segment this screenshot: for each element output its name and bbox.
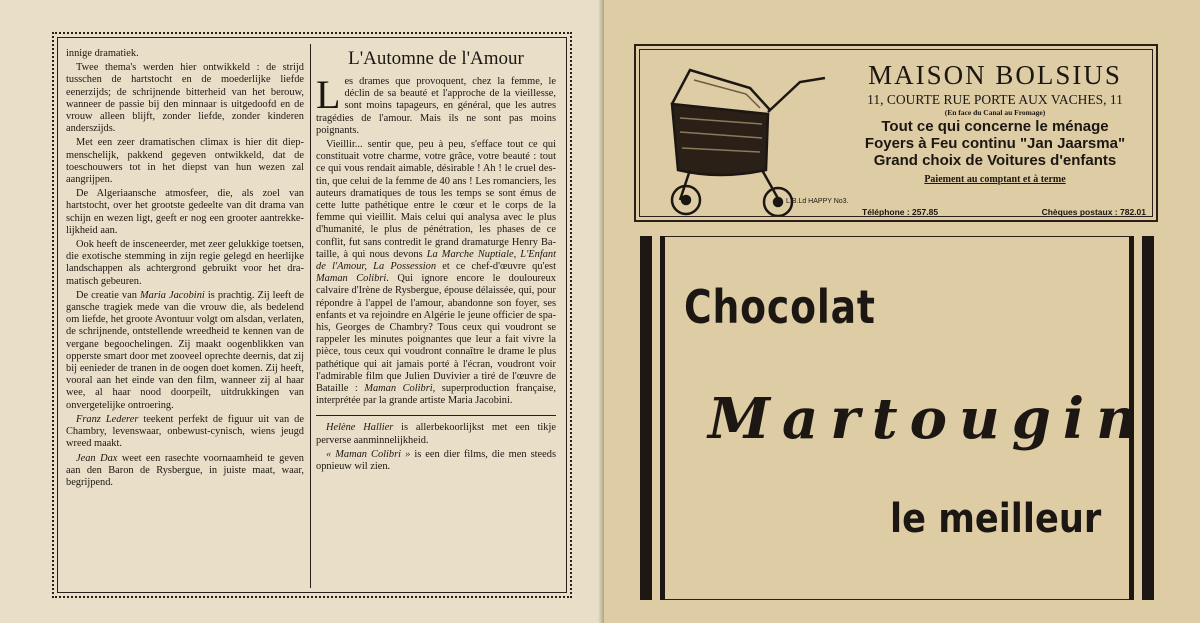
- text: is allerbekoorlijkst met een tikje perverse aanminnelijkheid.: [316, 422, 556, 446]
- chocolate-heading: Chocolat: [684, 280, 876, 334]
- chocolate-advertisement: [640, 236, 1154, 600]
- company-address: 11, COURTE RUE PORTE AUX VACHES, 11: [867, 92, 1123, 107]
- border-line: [665, 599, 1129, 600]
- paragraph-main: [316, 139, 556, 407]
- ad-text-block: [834, 60, 1156, 187]
- paragraph: Twee thema's werden hier ontwikkeld : de strijd tusschen de hartstocht en de moederlijke liefde eenerzijds; de schrijnende bitterheid van het berouw, wanneer de passie bij den minnaar is uitgedoofd en de vrouw alleen blijft, zonder liefde, zonder kinderen anderszijds.: [66, 62, 304, 135]
- payment-terms: Paiement au comptant et à terme: [924, 174, 1066, 185]
- article-title: L'Automne de l'Amour: [348, 48, 524, 69]
- text: is prachtig. Zij leeft de gansche tragiek mede van die vrouw die, als bedelend om liefde, het groote Avontuur volgt om alsdan, verlaten, de schrijnende, ontstellende wreedheid te kennen van de vergane begoochelingen. Zij maakt oogenblikken van opperste smart door met zooveel oprechte deernis, dat zij bij eenieder de tranen in de oogen doet komen. Zij heeft, vooral aan het einde van den film, wanneer zij al haar wee, al haar nood doorpeilt, uitdrukkingen van onvergetelijke ontroering.: [66, 289, 305, 411]
- text: is een dier films, die men steeds opnieuw wil zien.: [316, 448, 556, 473]
- paragraph: Met een zeer dramatischen climax is hier dit diep-menschelijk, pakkend gegeven ontwikkeld, dat de toeschouwers tot in het diepst van hun wezen zal aangrijpen.: [66, 137, 304, 186]
- dutch-column: [66, 48, 304, 491]
- paragraph: innige dramatiek.: [66, 48, 139, 59]
- drop-cap: L: [316, 72, 341, 117]
- text: Vieillir... sentir que, peu à peu, s'efface tout ce qui constituait votre charme, votre grâce, votre beauté : tout ce qui vous rendait aimable, désirable ! Ah ! le cruel destin, que celui de la femme de 40 ans ! Les romanciers, les auteurs dramatiques de tous les temps se sont émus de cette lutte pathétique entre le cœur et le corps de la femme qui vieillit. Mais celui qui analysa avec le plus d'humanité, le plus de pénétration, les phases de ce conflit, fut sans contredit le grand dramaturge Henry Bataille, à qui nous devons: [316, 139, 556, 260]
- paragraph-hallier: [316, 422, 556, 446]
- telephone-number: Téléphone : 257.85: [862, 207, 939, 217]
- ad-line: Foyers à Feu continu "Jan Jaarsma": [864, 135, 1126, 152]
- right-page: [604, 0, 1200, 623]
- ad-line: Grand choix de Voitures d'enfants: [873, 152, 1117, 169]
- chocolate-brand: Martougin: [708, 386, 1149, 452]
- works-titles: La Marche Nuptiale, L'Enfant de l'Amour, La Possession: [316, 248, 556, 273]
- ad-line: Tout ce qui concerne le ménage: [881, 118, 1109, 135]
- column-divider: [310, 44, 311, 588]
- address-note: (En face du Canal au Fromage): [944, 108, 1046, 117]
- pram-model-label: L.B.Ld HAPPY No3.: [786, 198, 849, 205]
- postal-cheques: Chèques postaux : 782.01: [1041, 207, 1146, 217]
- text: et ce chef-d'œuvre qu'est: [436, 261, 556, 273]
- film-title: Maman Colibri: [364, 383, 433, 395]
- work-title: Maman Colibri: [316, 273, 387, 285]
- paragraph-dax: [66, 453, 304, 490]
- text: es drames que provoquent, chez la femme, le déclin de sa beauté et l'approche de la vieillesse, sont moins tapageurs, en général, que les autres tragédies de l'amour. Mais ils ne sont pas moins poignants.: [316, 76, 556, 136]
- baby-carriage-illustration: [650, 52, 840, 216]
- actor-name: Jean Dax: [76, 452, 118, 464]
- article-frame: [52, 32, 572, 598]
- border-line: [665, 236, 1129, 237]
- bolsius-advertisement: [634, 44, 1158, 222]
- actress-name: Helène Hallier: [326, 422, 394, 434]
- text: weet een rasechte voornaamheid te geven aan den Baron de Rysbergue, in juiste maat, waar, begrijpend.: [66, 452, 304, 488]
- paragraph-lederer: [66, 414, 304, 451]
- chocolate-slogan: le meilleur: [890, 496, 1102, 542]
- paragraph: De Algeriaansche atmosfeer, die, als zoel van hartstocht, over het grootste gedeelte van dit drama van schijn en wezen ligt, geeft er nog een grooter aantrekkelijkheid aan.: [66, 188, 304, 236]
- paragraph: Ook heeft de insceneerder, met zeer gelukkige toetsen, die exotische stemming in zijn regie gelegd en heerlijke landschappen als achtergrond gebruikt voor het dramatisch gebeuren.: [66, 239, 304, 287]
- film-title: « Maman Colibri »: [326, 448, 411, 460]
- border-bar: [660, 236, 665, 600]
- separator: [316, 415, 556, 416]
- text: De creatie van: [76, 289, 140, 301]
- text: . Qui ignore encore le douloureux calvaire d'Irène de Rysbergue, épouse délaissée, qui, pour répondre à l'appel de l'amour, abandonne son foyer, ses enfants et va rejoindre en Algérie le jeune officier de spahis, Georges de Chambry? Tous ceux qui voudront se rappeler les minutes poignantes que leur a fait vivre la pièce, tous ceux qui voudront connaître le drame le plus pathétique qui ait jamais porté à l'écran, voudront voir l'admirable film que Julien Duvivier a tiré de l'œuvre de Bataille :: [316, 273, 557, 395]
- paragraph-creatie: [66, 290, 304, 412]
- border-bar: [640, 236, 652, 600]
- paragraph-closing: [316, 449, 556, 473]
- text: , superproduction française, interprétée par la grande artiste Maria Jacobini.: [316, 383, 556, 407]
- text: teekent perfekt de figuur uit van de Chambry, levenswaar, onbewust-cynisch, wiens jeugd wreed maakt.: [66, 413, 304, 450]
- company-name: MAISON BOLSIUS: [868, 60, 1122, 90]
- french-column: [316, 48, 556, 475]
- paragraph-intro: [316, 72, 556, 137]
- actress-name: Maria Jacobini: [139, 289, 205, 301]
- actor-name: Franz Lederer: [76, 413, 139, 425]
